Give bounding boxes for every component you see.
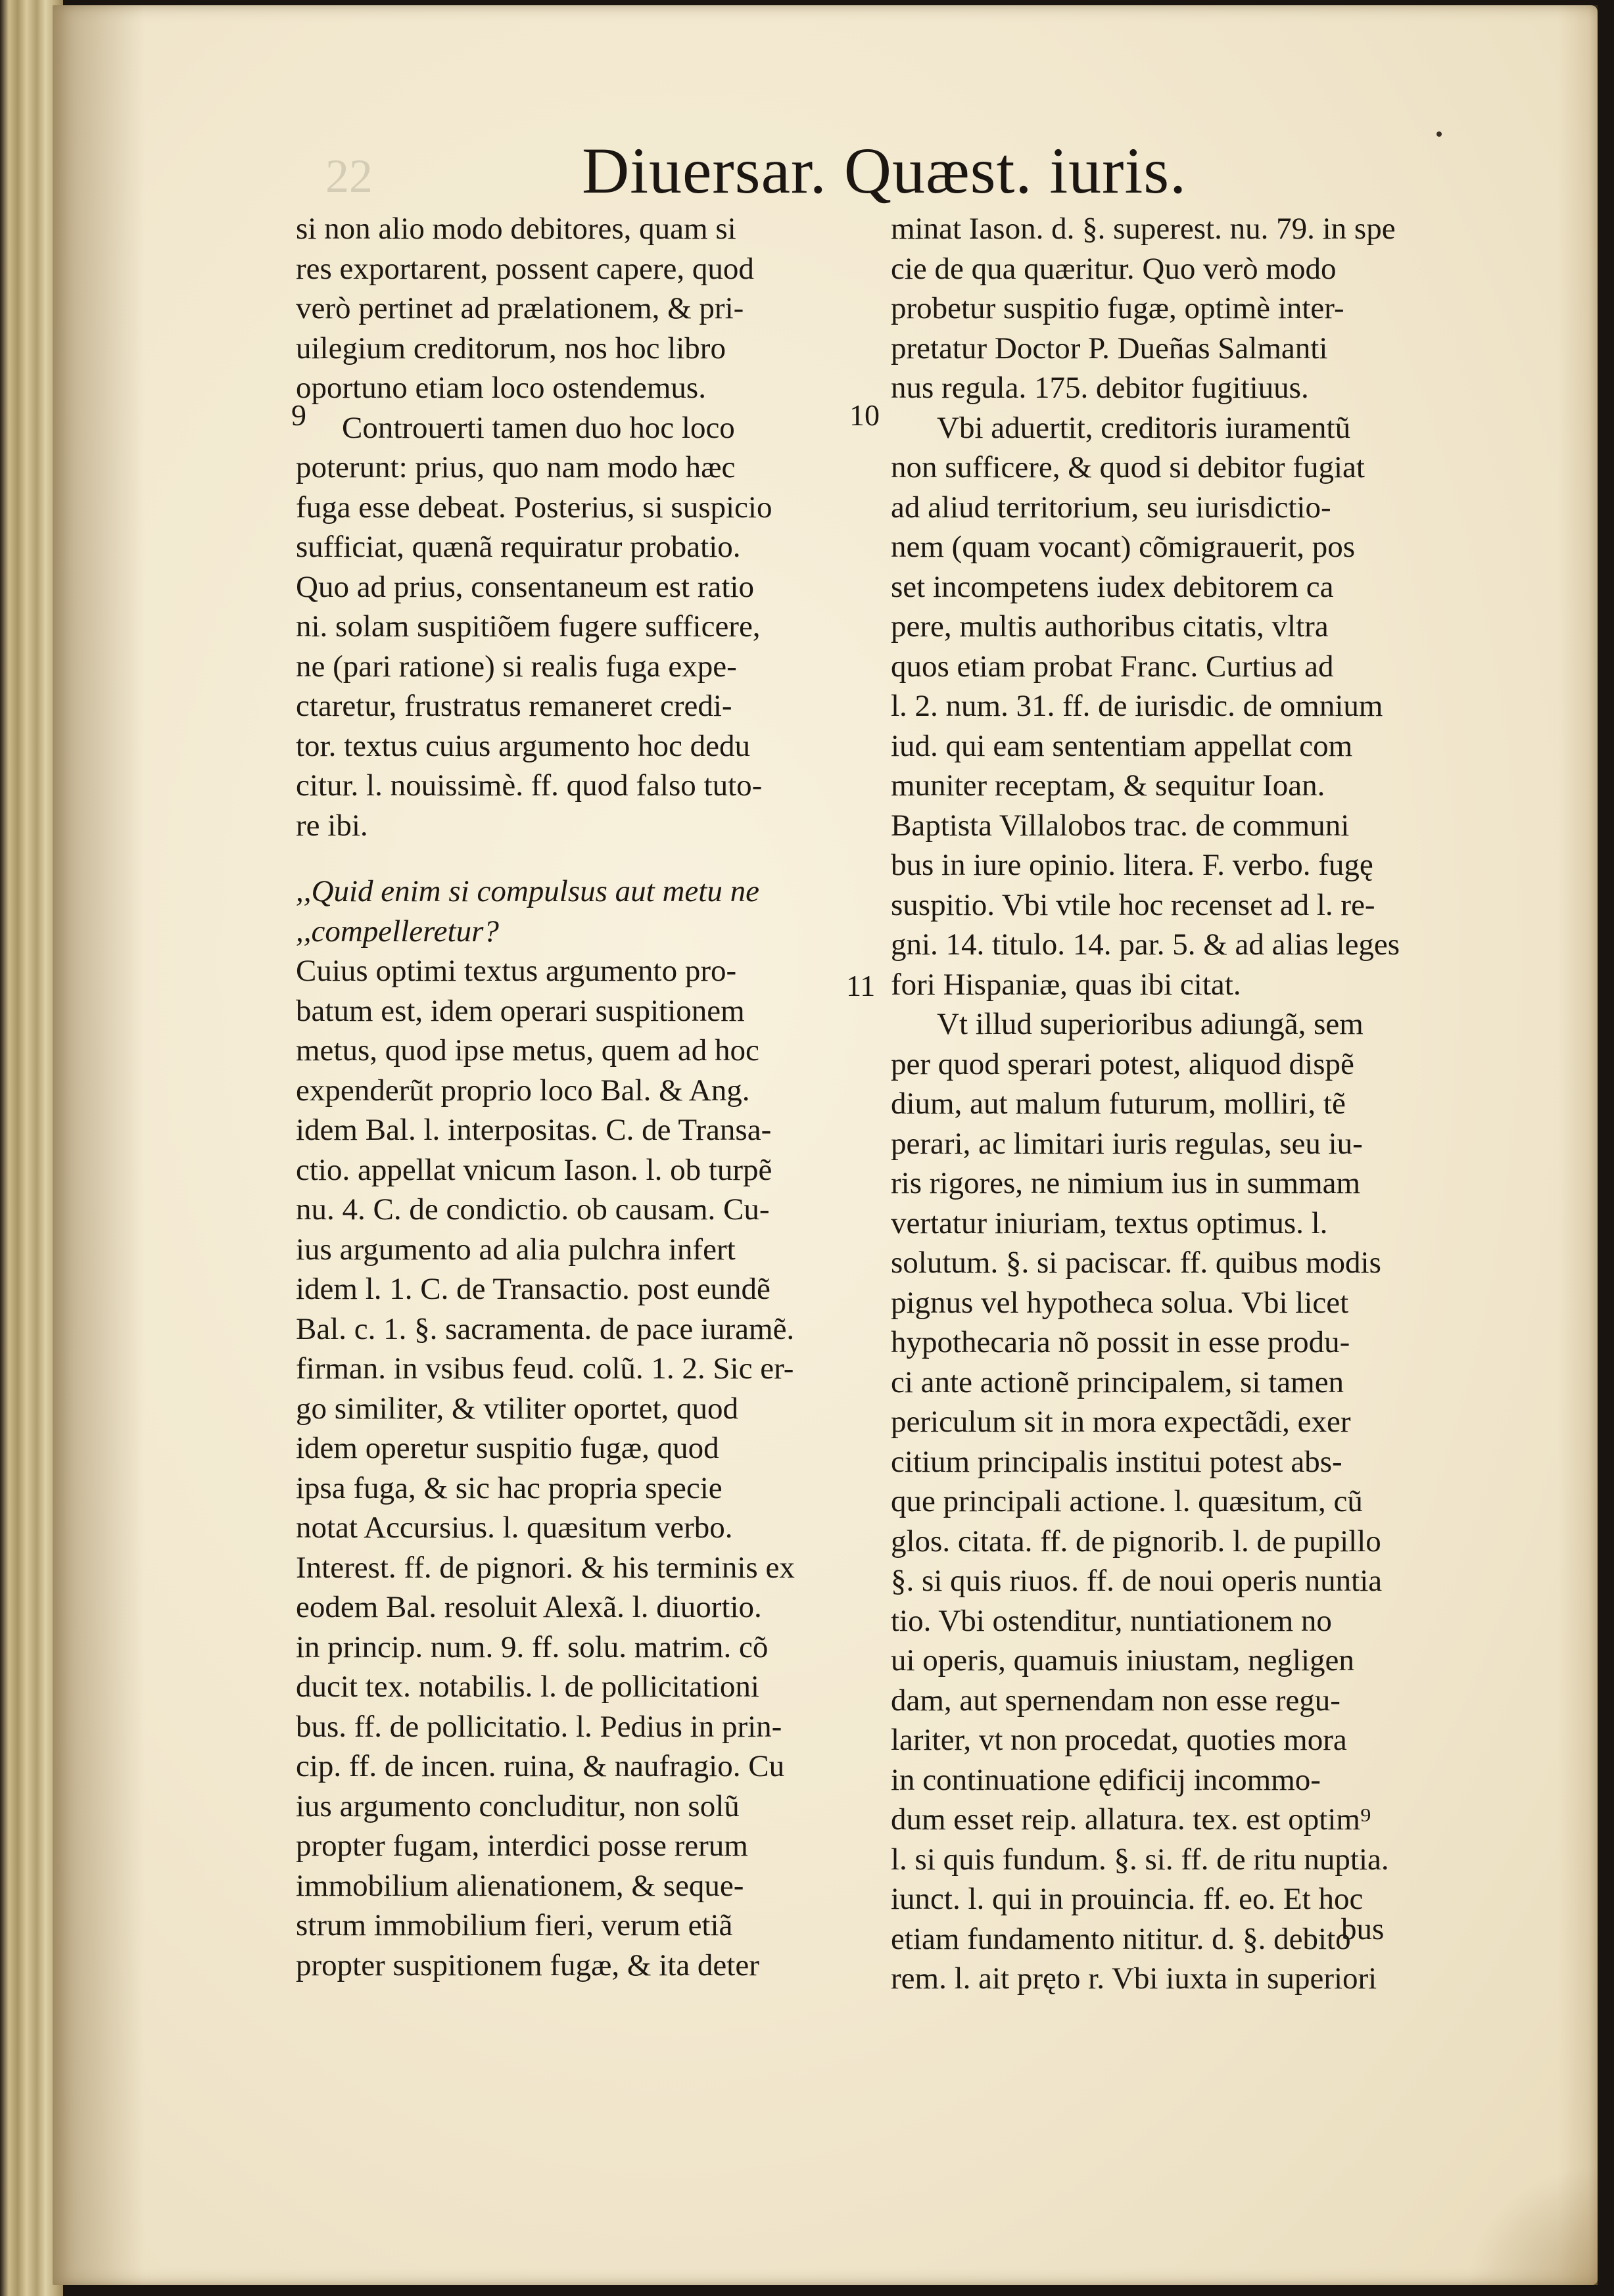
text-line: cip. ff. de incen. ruina, & naufragio. Cu	[296, 1749, 785, 1783]
text-line: hypothecaria nõ possit in esse produ-	[891, 1325, 1350, 1359]
text-line: poterunt: prius, quo nam modo hæc	[296, 450, 736, 484]
text-line: lariter, vt non procedat, quoties mora	[891, 1723, 1347, 1757]
text-line: Baptista Villalobos trac. de communi	[891, 808, 1350, 843]
text-line: sufficiat, quænã requiratur probatio.	[296, 530, 741, 564]
text-line: dium, aut malum futurum, molliri, tẽ	[891, 1087, 1346, 1121]
text-line: non sufficere, & quod si debitor fugiat	[891, 450, 1365, 484]
text-line: propter suspitionem fugæ, & ita deter	[296, 1948, 759, 1982]
text-line: Controuerti tamen duo hoc loco	[342, 410, 735, 445]
text-line: quos etiam probat Franc. Curtius ad	[891, 649, 1334, 684]
text-line: cie de qua quæritur. Quo verò modo	[891, 251, 1337, 286]
left-text-column	[296, 209, 842, 1985]
spacer	[296, 845, 842, 872]
text-line: idem operetur suspitio fugæ, quod	[296, 1431, 719, 1465]
text-line: ctaretur, frustratus remaneret credi-	[296, 689, 732, 723]
text-line: dam, aut spernendam non esse regu-	[891, 1683, 1341, 1718]
corner-wear	[1466, 2167, 1598, 2285]
text-line: immobilium alienationem, & seque-	[296, 1868, 744, 1903]
text-line: ius argumento ad alia pulchra infert	[296, 1232, 736, 1267]
text-line: nu. 4. C. de condictio. ob causam. Cu-	[296, 1192, 770, 1227]
gutter-shadow	[53, 5, 145, 2285]
text-line: citium principalis institui potest abs-	[891, 1444, 1342, 1479]
text-line: res exportarent, possent capere, quod	[296, 251, 754, 286]
text-line: pignus vel hypotheca solua. Vbi licet	[891, 1285, 1349, 1320]
running-head: Diuersar. Quæst. iuris.	[582, 134, 1187, 207]
text-line: Cuius optimi textus argumento pro-	[296, 954, 737, 988]
text-line: nem (quam vocant) cõmigrauerit, pos	[891, 530, 1356, 564]
paragraph	[296, 951, 842, 1985]
text-line: l. si quis fundum. §. si. ff. de ritu nuptia.	[891, 1842, 1389, 1877]
text-line: glos. citata. ff. de pignorib. l. de pupillo	[891, 1524, 1381, 1558]
text-line: tor. textus cuius argumento hoc dedu	[296, 728, 750, 763]
text-line: Quo ad prius, consentaneum est ratio	[296, 569, 754, 604]
paragraph	[891, 1004, 1436, 1999]
text-line: expenderũt proprio loco Bal. & Ang.	[296, 1073, 750, 1108]
text-line: ne (pari ratione) si realis fuga expe-	[296, 649, 737, 684]
margin-number-11: 11	[846, 969, 876, 1002]
quote-line: ,,Quid enim si compulsus aut metu ne	[296, 874, 759, 908]
text-line: fuga esse debeat. Posterius, si suspicio	[296, 490, 772, 525]
paragraph	[891, 209, 1436, 408]
ink-spot	[1436, 131, 1442, 137]
text-line: strum immobilium fieri, verum etiã	[296, 1908, 733, 1942]
text-line: idem l. 1. C. de Transactio. post eundẽ	[296, 1272, 771, 1306]
text-line: ad aliud territorium, seu iurisdictio-	[891, 490, 1331, 525]
text-line: pere, multis authoribus citatis, vltra	[891, 609, 1329, 644]
text-line: solutum. §. si paciscar. ff. quibus modis	[891, 1246, 1381, 1280]
catchword: bus	[1341, 1912, 1385, 1946]
text-line: vertatur iniuriam, textus optimus. l.	[891, 1206, 1328, 1240]
paragraph	[891, 408, 1436, 1005]
text-line: ui operis, quamuis iniustam, negligen	[891, 1643, 1354, 1677]
text-line: iunct. l. qui in prouincia. ff. eo. Et hoc	[891, 1882, 1364, 1916]
text-line: metus, quod ipse metus, quem ad hoc	[296, 1033, 759, 1067]
text-line: bus. ff. de pollicitatio. l. Pedius in prin-	[296, 1709, 782, 1744]
text-line: citur. l. nouissimè. ff. quod falso tuto-	[296, 768, 763, 803]
text-line: in continuatione ędificij incommo-	[891, 1762, 1321, 1797]
text-line: idem Bal. l. interpositas. C. de Transa-	[296, 1113, 772, 1147]
text-line: ris rigores, ne nimium ius in summam	[891, 1166, 1361, 1200]
text-line: perari, ac limitari iuris regulas, seu iu-	[891, 1126, 1363, 1161]
text-line: uilegium creditorum, nos hoc libro	[296, 331, 726, 365]
text-line: firman. in vsibus feud. colũ. 1. 2. Sic er-	[296, 1351, 794, 1386]
text-line: Vt illud superioribus adiungã, sem	[937, 1007, 1364, 1041]
text-line: per quod sperari potest, aliquod dispẽ	[891, 1046, 1354, 1081]
text-line: fori Hispaniæ, quas ibi citat.	[891, 967, 1241, 1002]
text-line: set incompetens iudex debitorem ca	[891, 569, 1334, 604]
margin-number-10: 10	[849, 398, 880, 432]
text-line: Bal. c. 1. §. sacramenta. de pace iuramẽ.	[296, 1311, 795, 1346]
text-line: muniter receptam, & sequitur Ioan.	[891, 768, 1325, 803]
text-line: Vbi aduertit, creditoris iuramentũ	[937, 410, 1351, 445]
text-line: iud. qui eam sententiam appellat com	[891, 728, 1353, 763]
right-edge-shadow	[1558, 5, 1598, 2285]
text-line: batum est, idem operari suspitionem	[296, 993, 745, 1028]
text-line: notat Accursius. l. quæsitum verbo.	[296, 1511, 733, 1545]
text-line: go similiter, & vtiliter oportet, quod	[296, 1391, 739, 1426]
paragraph	[296, 408, 842, 846]
text-line: pretatur Doctor P. Dueñas Salmanti	[891, 331, 1328, 365]
text-line: que principali actione. l. quæsitum, cũ	[891, 1484, 1363, 1518]
text-line: propter fugam, interdici posse rerum	[296, 1829, 748, 1863]
text-line: ius argumento concluditur, non solũ	[296, 1789, 740, 1823]
text-line: nus regula. 175. debitor fugitiuus.	[891, 371, 1309, 405]
text-line: ctio. appellat vnicum Iason. l. ob turpẽ	[296, 1152, 772, 1187]
text-line: rem. l. ait pręto r. Vbi iuxta in superiori	[891, 1961, 1377, 1996]
text-line: gni. 14. titulo. 14. par. 5. & ad alias leges	[891, 927, 1400, 962]
text-line: probetur suspitio fugæ, optimè inter-	[891, 291, 1344, 325]
text-line: l. 2. num. 31. ff. de iurisdic. de omnium	[891, 689, 1383, 723]
text-line: ipsa fuga, & sic hac propria specie	[296, 1470, 723, 1505]
text-line: minat Iason. d. §. superest. nu. 79. in spe	[891, 212, 1396, 246]
text-line: ducit tex. notabilis. l. de pollicitationi	[296, 1670, 759, 1704]
text-line: dum esset reip. allatura. tex. est optim⁹	[891, 1802, 1371, 1837]
margin-number-9: 9	[291, 398, 306, 432]
text-line: verò pertinet ad prælationem, & pri-	[296, 291, 744, 325]
text-line: eodem Bal. resoluit Alexã. l. diuortio.	[296, 1590, 762, 1624]
text-line: ci ante actionẽ principalem, si tamen	[891, 1365, 1344, 1399]
text-line: in princip. num. 9. ff. solu. matrim. cõ	[296, 1629, 769, 1664]
quotation	[296, 872, 842, 951]
text-line: ni. solam suspitiõem fugere sufficere,	[296, 609, 761, 644]
text-line: suspitio. Vbi vtile hoc recenset ad l. re-	[891, 887, 1375, 922]
text-line: oportuno etiam loco ostendemus.	[296, 371, 706, 405]
paragraph	[296, 209, 842, 408]
text-line: Interest. ff. de pignori. & his terminis ex	[296, 1550, 795, 1585]
text-line: bus in iure opinio. litera. F. verbo. fugę	[891, 848, 1373, 882]
faded-folio-number: 22	[325, 150, 373, 202]
text-line: re ibi.	[296, 808, 368, 843]
right-text-column	[891, 209, 1436, 1999]
text-line: si non alio modo debitores, quam si	[296, 212, 736, 246]
text-line: periculum sit in mora expectãdi, exer	[891, 1405, 1351, 1439]
quote-line: ,,compelleretur?	[296, 914, 499, 949]
text-line: etiam fundamento nititur. d. §. debito	[891, 1921, 1351, 1956]
text-line: §. si quis riuos. ff. de noui operis nuntia	[891, 1564, 1383, 1598]
text-line: tio. Vbi ostenditur, nuntiationem no	[891, 1603, 1332, 1638]
